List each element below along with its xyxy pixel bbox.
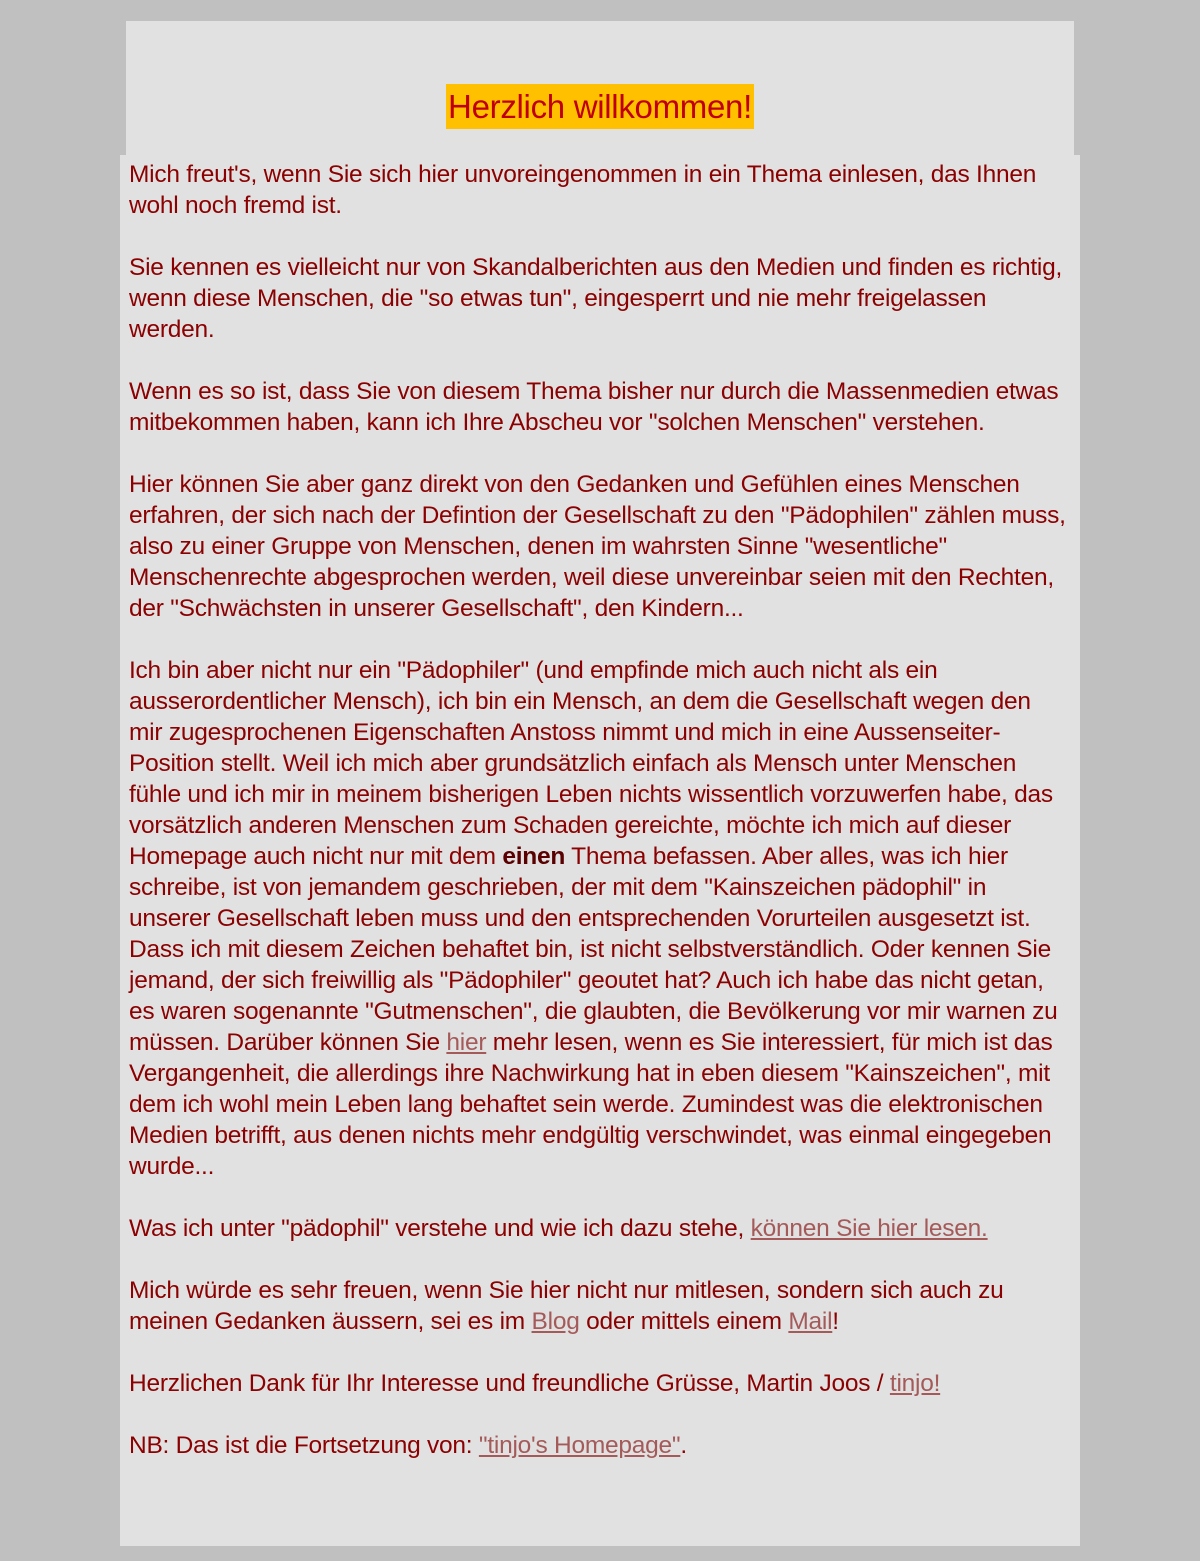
paragraph-about-me (129, 655, 1069, 1182)
paragraph-definition-text: Was ich unter "pädophil" verstehe und wie ich dazu stehe, (129, 1215, 751, 1242)
paragraph-thanks-text: Herzlichen Dank für Ihr Interesse und freundliche Grüsse, Martin Joos / (129, 1370, 890, 1397)
paragraph-about-me-text-1: Ich bin aber nicht nur ein "Pädophiler" (und empfinde mich auch nicht als ein ausserordentlicher Mensch), ich bin ein Mensch, an dem die Gesellschaft wegen den mir zugesprochenen Eigenschaften Anstoss nimmt und mich in eine Aussenseiter-Position stellt. Weil ich mich aber grundsätzlich einfach als Mensch unter Menschen fühle und ich mir in meinem bisherigen Leben nichts wissentlich vorzuwerfen habe, das vorsätzlich anderen Menschen zum Schaden gereichte, möchte ich mich auf dieser Homepage auch nicht nur mit dem (129, 657, 1053, 870)
body-text (129, 159, 1069, 1492)
paragraph-definition (129, 1213, 1069, 1244)
title-wrapper (0, 84, 1200, 129)
hier-link[interactable]: hier (446, 1029, 487, 1056)
paragraph-media: Sie kennen es vielleicht nur von Skandalberichten aus den Medien und finden es richtig, wenn diese Menschen, die "so etwas tun", eingesperrt und nie mehr freigelassen werden. (129, 254, 1062, 343)
paragraph-about-me-text-3: mehr lesen, wenn es Sie interessiert, für mich ist das Vergangenheit, die allerdings ihre Nachwirkung hat in eben diesem "Kainszeichen", mit dem ich wohl mein Leben lang behaftet sein werde. Zumindest was die elektronischen Medien betrifft, aus denen nichts mehr endgültig verschwindet, was einmal eingegeben wurde... (129, 1029, 1053, 1180)
paragraph-nb-end: . (680, 1432, 687, 1459)
blog-link[interactable]: Blog (531, 1308, 580, 1335)
paragraph-feedback-text-3: ! (832, 1308, 839, 1335)
tinjo-link[interactable]: tinjo! (889, 1370, 941, 1397)
paragraph-thoughts: Hier können Sie aber ganz direkt von den Gedanken und Gefühlen eines Menschen erfahren, der sich nach der Defintion der Gesellschaft zu den "Pädophilen" zählen muss, also zu einer Gruppe von Menschen, denen im wahrsten Sinne "wesentliche" Menschenrechte abgesprochen werden, weil diese unvereinbar seien mit den Rechten, der "Schwächsten in unserer Gesellschaft", den Kindern... (129, 471, 1066, 622)
emphasis-einen: einen (502, 843, 566, 870)
paragraph-feedback-text-2: oder mittels einem (579, 1308, 789, 1335)
paragraph-intro: Mich freut's, wenn Sie sich hier unvoreingenommen in ein Thema einlesen, das Ihnen wohl noch fremd ist. (129, 161, 1037, 219)
paragraph-nb-text: NB: Das ist die Fortsetzung von: (129, 1432, 479, 1459)
paragraph-feedback (129, 1275, 1069, 1337)
page-title: Herzlich willkommen! (446, 84, 754, 129)
paragraph-mass-media: Wenn es so ist, dass Sie von diesem Thema bisher nur durch die Massenmedien etwas mitbekommen haben, kann ich Ihre Abscheu vor "solchen Menschen" verstehen. (129, 378, 1059, 436)
mail-link[interactable]: Mail (788, 1308, 833, 1335)
paragraph-about-me-text-2: Thema befassen. Aber alles, was ich hier schreibe, ist von jemandem geschrieben, der mit dem "Kainszeichen pädophil" in unserer Gesellschaft leben muss und den entsprechenden Vorurteilen ausgesetzt ist. Dass ich mit diesem Zeichen behaftet bin, ist nicht selbstverständlich. Oder kennen Sie jemand, der sich freiwillig als "Pädophiler" geoutet hat? Auch ich habe das nicht getan, es waren sogenannte "Gutmenschen", die glaubten, die Bevölkerung vor mir warnen zu müssen. Darüber können Sie (129, 843, 1058, 1056)
paragraph-nb (129, 1430, 1069, 1461)
paragraph-thanks (129, 1368, 1069, 1399)
paragraph-feedback-text-1: Mich würde es sehr freuen, wenn Sie hier nicht nur mitlesen, sondern sich auch zu meinen Gedanken äussern, sei es im (129, 1277, 1004, 1335)
tinjo-homepage-link[interactable]: "tinjo's Homepage" (478, 1432, 681, 1459)
read-here-link[interactable]: können Sie hier lesen. (750, 1215, 988, 1242)
